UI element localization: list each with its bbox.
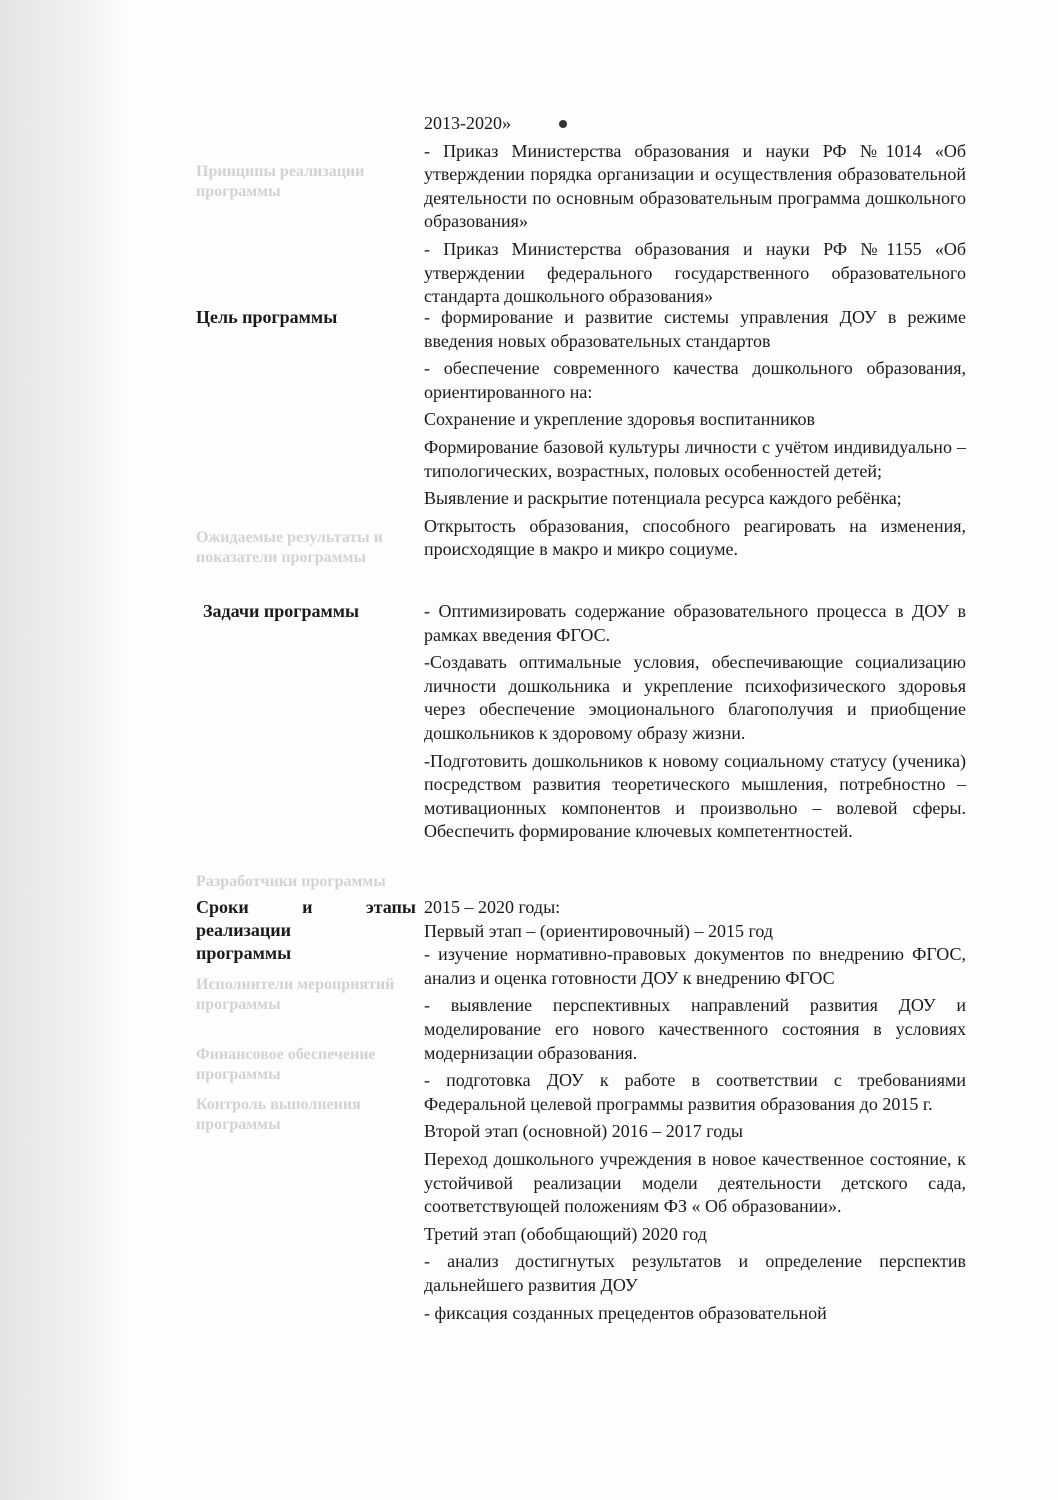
label-goal: Цель программы [196, 307, 338, 327]
ghost-label-expected: Ожидаемые результаты и показатели программы [196, 529, 383, 566]
label-terms-line-2: реализации [196, 920, 291, 940]
paragraph: - Оптимизировать содержание образовательного процесса в ДОУ в рамках введения ФГОС. [424, 601, 966, 645]
label-terms-word-3: этапы [365, 897, 416, 917]
ghost-label-control: Контроль выполнения программы [196, 1096, 361, 1133]
content-tasks [424, 600, 966, 844]
paragraph: - обеспечение современного качества дошкольного образования, ориентированного на: [424, 358, 966, 402]
paragraph: Первый этап – (ориентировочный) – 2015 год [424, 920, 774, 941]
content-goal [424, 306, 966, 562]
paragraph: Сохранение и укрепление здоровья воспитанников [424, 409, 815, 430]
paragraph: - Приказ Министерства образования и науки РФ №1155 «Об утверждении федерального государственного образовательного стандарта дошкольного образования» [424, 238, 966, 307]
paragraph: Второй этап (основной) 2016 – 2017 годы [424, 1121, 743, 1142]
ghost-label-principles: Принципы реализации программы [196, 163, 365, 200]
paragraph: Формирование базовой культуры личности с учётом индивидуально – типологических, возрастных, половых особенностей детей; [424, 436, 966, 481]
paragraph: -Подготовить дошкольников к новому социальному статусу (ученика) посредством развития теоретического мышления, потребностно – мотивационных компонентов и произвольно – волевой сферы. Обеспечить формирование ключевых компетентностей. [424, 750, 966, 842]
paragraph: Переход дошкольного учреждения в новое качественное состояние, к устойчивой реализации модели деятельности детского сада, соответствующей положениям ФЗ « Об образовании». [424, 1148, 966, 1217]
paragraph: - выявление перспективных направлений развития ДОУ и моделирование его нового качественного состояния в условиях модернизации образования. [424, 995, 966, 1063]
label-tasks: Задачи программы [203, 601, 360, 621]
paragraph: - формирование и развитие системы управления ДОУ в режиме введения новых образовательных стандартов [424, 307, 966, 351]
paragraph: - анализ достигнутых результатов и определение перспектив дальнейшего развития ДОУ [424, 1251, 966, 1295]
content-terms [424, 896, 966, 1325]
paragraph: Открытость образования, способного реагировать на изменения, происходящие в макро и микро социуме. [424, 515, 966, 560]
paragraph: - Приказ Министерства образования и науки РФ №1014 «Об утверждении порядка организации и осуществления образовательной деятельности по основным образовательным программа дошкольного образования» [424, 140, 966, 232]
paragraph: 2013-2020» [424, 113, 511, 133]
label-terms-word-2: и [302, 897, 313, 917]
ghost-label-executors: Исполнители мероприятий программы [196, 976, 395, 1013]
content-top [424, 112, 966, 309]
paragraph: - подготовка ДОУ к работе в соответствии с требованиями Федеральной целевой программы развития образования до 2015 г. [424, 1070, 966, 1114]
ghost-label-developers: Разработчики программы [196, 873, 386, 890]
paragraph: Выявление и раскрытие потенциала ресурса каждого ребёнка; [424, 488, 902, 509]
paragraph: - изучение нормативно-правовых документов по внедрению ФГОС, анализ и оценка готовности ДОУ к внедрению ФГОС [424, 944, 966, 988]
paragraph: - фиксация созданных прецедентов образовательной [424, 1302, 827, 1323]
paragraph: -Создавать оптимальные условия, обеспечивающие социализацию личности дошкольника и укрепление психофизического здоровья через обеспечение эмоционального благополучия и приобщение дошкольников к здоровому образу жизни. [424, 652, 966, 743]
paragraph: 2015 – 2020 годы: [424, 897, 561, 917]
label-terms-word-1: Сроки [196, 897, 249, 917]
ghost-label-financing: Финансовое обеспечение программы [196, 1046, 376, 1083]
label-terms [196, 896, 416, 965]
paragraph: Третий этап (обобщающий) 2020 год [424, 1223, 707, 1244]
label-terms-line-3: программы [196, 943, 292, 963]
